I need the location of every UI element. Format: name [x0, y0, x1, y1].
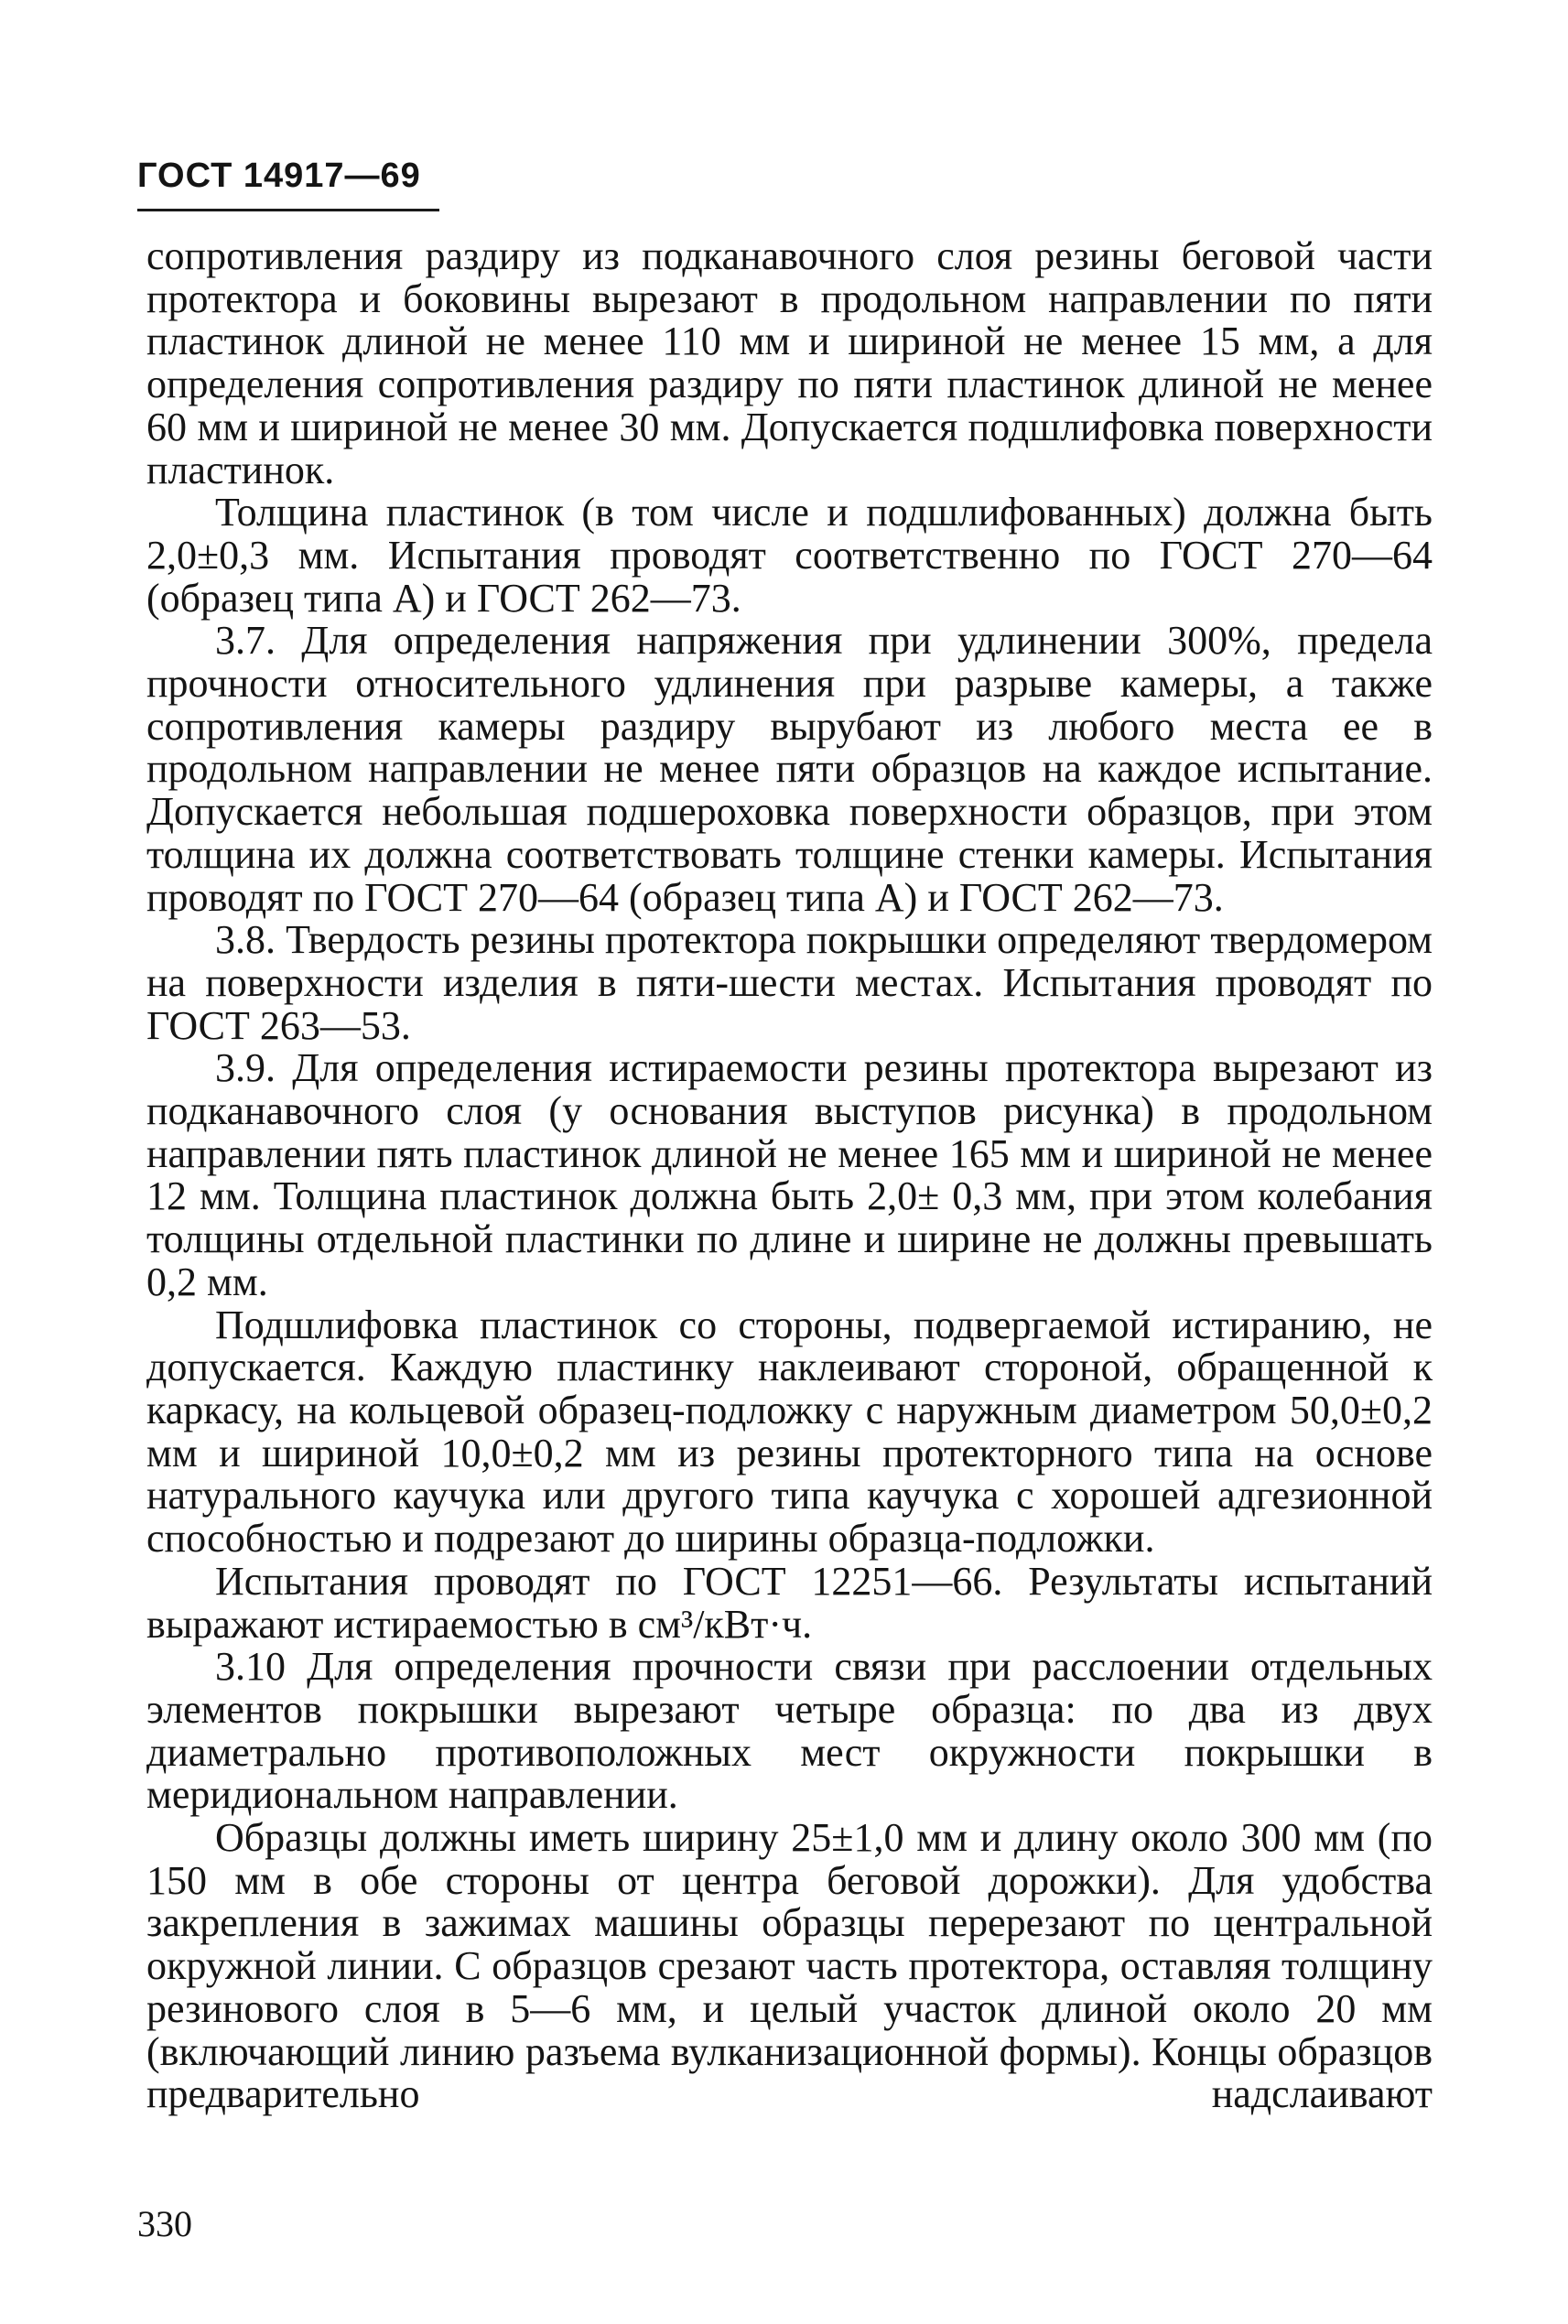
paragraph-abrasion-tests: Испытания проводят по ГОСТ 12251—66. Результаты испытаний выражают истираемостью в см³/кВт·ч.: [146, 1558, 1433, 1647]
paragraph-continuation: сопротивления раздиру из подканавочного слоя резины беговой части протектора и боковины вырезают в продольном направлении по пяти пластинок длиной не менее 110 мм и шириной не менее 15 мм, а для определения сопротивления раздиру по пяти пластинок длиной не менее 60 мм и шириной не менее 30 мм. Допускается подшлифовка поверхности пластинок.: [146, 233, 1433, 492]
paragraph-grinding: Подшлифовка пластинок со стороны, подвергаемой истиранию, не допускается. Каждую пластинку наклеивают стороной, обращенной к каркасу, на кольцевой образец-подложку с наружным диаметром 50,0±0,2 мм и шириной 10,0±0,2 мм из резины протекторного типа на основе натурального каучука или другого типа каучука с хорошей адгезионной способностью и подрезают до ширины образца-подложки.: [146, 1302, 1433, 1562]
standard-title: ГОСТ 14917—69: [137, 157, 421, 195]
header-divider: [137, 209, 439, 211]
page-number: 330: [137, 2203, 192, 2244]
paragraph-3-8: 3.8. Твердость резины протектора покрышки определяют твердомером на поверхности изделия в пяти-шести местах. Испытания проводят по ГОСТ 263—53.: [146, 917, 1433, 1048]
page-header: [137, 156, 439, 211]
body-text: [146, 235, 1433, 2116]
paragraph-3-7: 3.7. Для определения напряжения при удлинении 300%, предела прочности относительного удлинения при разрыве камеры, а также сопротивления камеры раздиру вырубают из любого места ее в продольном направлении не менее пяти образцов на каждое испытание. Допускается небольшая подшероховка поверхности образцов, при этом толщина их должна соответствовать толщине стенки камеры. Испытания проводят по ГОСТ 270—64 (образец типа А) и ГОСТ 262—73.: [146, 618, 1433, 920]
paragraph-3-10: 3.10 Для определения прочности связи при расслоении отдельных элементов покрышки вырезают четыре образца: по два из двух диаметрально противоположных мест окружности покрышки в меридиональном направлении.: [146, 1644, 1433, 1818]
paragraph-thickness: Толщина пластинок (в том числе и подшлифованных) должна быть 2,0±0,3 мм. Испытания проводят соответственно по ГОСТ 270—64 (образец типа А) и ГОСТ 262—73.: [146, 490, 1433, 621]
paragraph-samples: Образцы должны иметь ширину 25±1,0 мм и длину около 300 мм (по 150 мм в обе стороны от центра беговой дорожки). Для удобства закрепления в зажимах машины образцы перерезают по центральной окружной линии. С образцов срезают часть протектора, оставляя толщину резинового слоя в 5—6 мм, и целый участок длиной около 20 мм (включающий линию разъема вулканизационной формы). Концы образцов предварительно надслаивают: [146, 1815, 1433, 2117]
paragraph-3-9: 3.9. Для определения истираемости резины протектора вырезают из подканавочного слоя (у основания выступов рисунка) в продольном направлении пять пластинок длиной не менее 165 мм и шириной не менее 12 мм. Толщина пластинок должна быть 2,0± 0,3 мм, при этом колебания толщины отдельной пластинки по длине и ширине не должны превышать 0,2 мм.: [146, 1045, 1433, 1304]
